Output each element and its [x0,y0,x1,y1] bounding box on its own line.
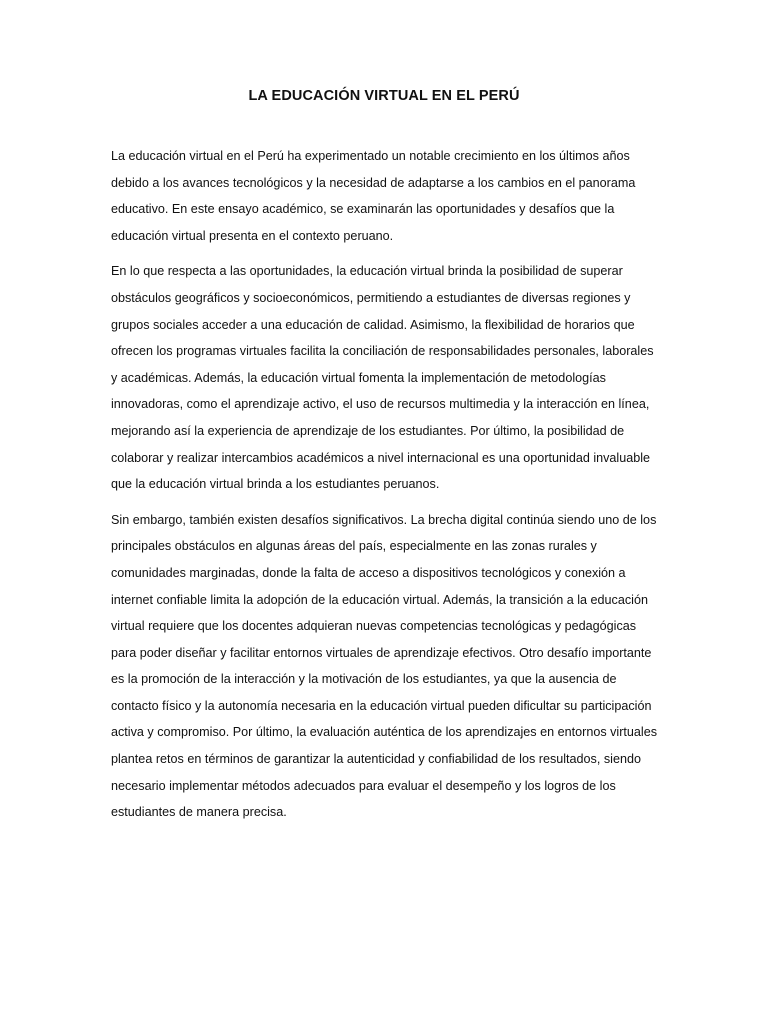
paragraph-introduction: La educación virtual en el Perú ha experimentado un notable crecimiento en los últimos años debido a los avances tecnológicos y la necesidad de adaptarse a los cambios en el panorama educativo. En este ensayo académico, se examinarán las oportunidades y desafíos que la educación virtual presenta en el contexto peruano. [111,149,636,243]
paragraph-opportunities: En lo que respecta a las oportunidades, la educación virtual brinda la posibilidad de superar obstáculos geográficos y socioeconómicos, permitiendo a estudiantes de diversas regiones y grupos sociales acceder a una educación de calidad. Asimismo, la flexibilidad de horarios que ofrecen los programas virtuales facilita la conciliación de responsabilidades personales, laborales y académicas. Además, la educación virtual fomenta la implementación de metodologías innovadoras, como el aprendizaje activo, el uso de recursos multimedia y la interacción en línea, mejorando así la experiencia de aprendizaje de los estudiantes. Por último, la posibilidad de colaborar y realizar intercambios académicos a nivel internacional es una oportunidad invaluable que la educación virtual brinda a los estudiantes peruanos. [111,264,654,492]
document-title: LA EDUCACIÓN VIRTUAL EN EL PERÚ [248,88,520,104]
document-body [111,143,659,835]
paragraph-challenges: Sin embargo, también existen desafíos significativos. La brecha digital continúa siendo uno de los principales obstáculos en algunas áreas del país, especialmente en las zonas rurales y comunidades marginadas, donde la falta de acceso a dispositivos tecnológicos y conexión a internet confiable limita la adopción de la educación virtual. Además, la transición a la educación virtual requiere que los docentes adquieran nuevas competencias tecnológicas y pedagógicas para poder diseñar y facilitar entornos virtuales de aprendizaje efectivos. Otro desafío importante es la promoción de la interacción y la motivación de los estudiantes, ya que la ausencia de contacto físico y la autonomía necesaria en la educación virtual pueden dificultar su participación activa y compromiso. Por último, la evaluación auténtica de los aprendizajes en entornos virtuales plantea retos en términos de garantizar la autenticidad y confiabilidad de los resultados, siendo necesario implementar métodos adecuados para evaluar el desempeño y los logros de los estudiantes de manera precisa. [111,512,658,820]
